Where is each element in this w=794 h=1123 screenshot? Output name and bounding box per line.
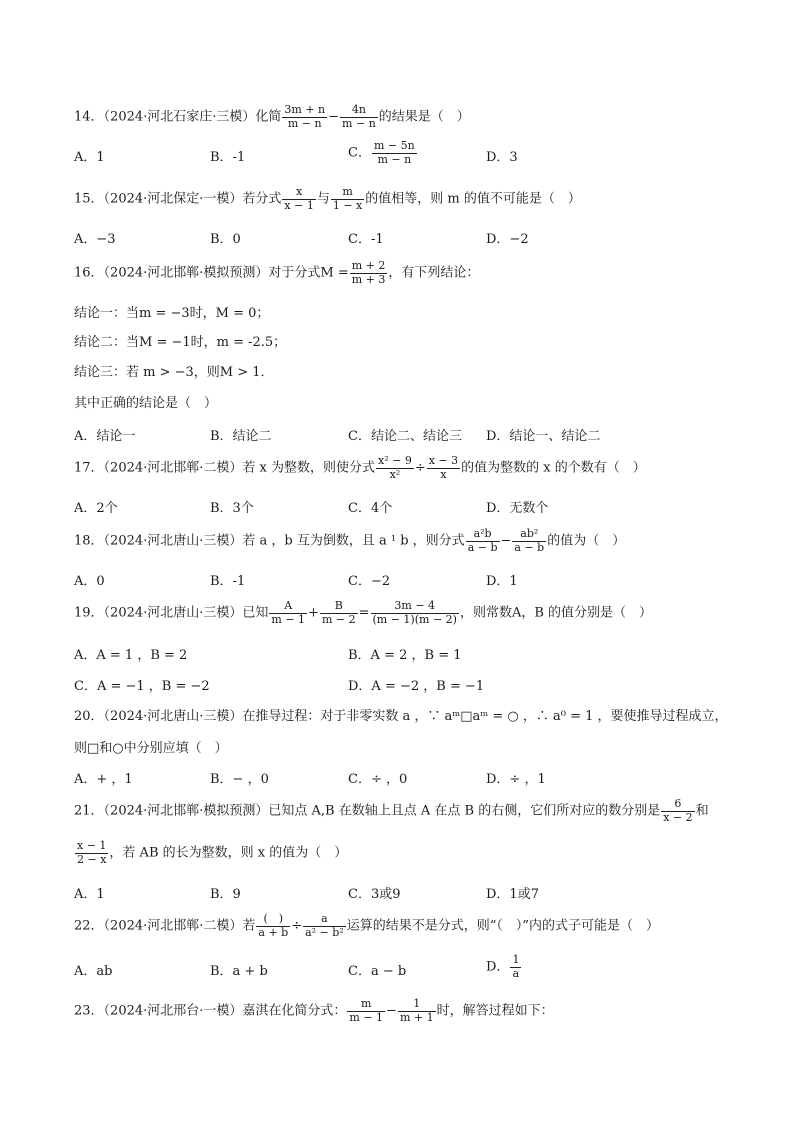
fraction: $\frac{\text{x² − 9}}{\text{x²}}$ — [378, 454, 412, 481]
question-18: 18．（2024·河北唐山·三模）若 a ，b 互为倒数，且 a ¹ b ，则分式 $\frac{\text{a²b}}{a - b}$ − $\frac{\text{ab²}}{a - b}$ 的值为（ ） — [74, 527, 626, 554]
option-b: B．0 — [210, 232, 241, 247]
option-b: B．− ，0 — [210, 772, 269, 787]
option-c: C． $\frac{m - 5n}{m - n}$ — [348, 139, 415, 166]
question-22: 22．（2024·河北邯郸·二模）若 $\frac{( )}{a + b}$ ÷ $\frac{a}{\text{a² − b²}}$ 运算的结果不是分式，则“（ ）”内的式子可能是（ ） — [74, 912, 660, 939]
fraction: $\frac{6}{x - 2}$ — [663, 797, 693, 824]
option-a: A．+ ，1 — [74, 772, 133, 787]
fraction: $\frac{A}{m - 1}$ — [271, 599, 306, 626]
fraction: $\frac{3m + n}{m - n}$ — [284, 103, 326, 130]
option-b: B．结论二 — [210, 429, 272, 444]
option-c: C．A = −1 ，B = −2 — [74, 679, 210, 694]
question-19: 19．（2024·河北唐山·三模）已知 $\frac{A}{m - 1}$ + $\frac{B}{m - 2}$ = $\frac{3m - 4}{(m - 1)(m - 2)}$ ，则常数A，B 的值分别是（ ） — [74, 599, 653, 626]
option-c: C．3或9 — [348, 887, 401, 902]
option-d: D．结论一、结论二 — [486, 429, 601, 444]
fraction: $\frac{m}{1 - x}$ — [332, 185, 363, 212]
option-c: C．a − b — [348, 964, 407, 979]
question-20-cont: 则□和○中分别应填（ ） — [74, 741, 228, 756]
fraction: $\frac{( )}{a + b}$ — [258, 912, 289, 939]
fraction: $\frac{x - 3}{x}$ — [428, 454, 459, 481]
option-d: D．无数个 — [486, 501, 549, 516]
option-a: A．2个 — [74, 501, 118, 516]
option-d: D．1或7 — [486, 887, 539, 902]
fraction: $\frac{x - 1}{2 - x}$ — [77, 839, 107, 866]
fraction: $\frac{\text{a²b}}{a - b}$ — [467, 527, 498, 554]
option-c: C．−2 — [348, 574, 391, 589]
option-a: A．1 — [74, 150, 105, 165]
fraction: $\frac{3m - 4}{(m - 1)(m - 2)}$ — [372, 599, 457, 626]
option-b: B．3个 — [210, 501, 254, 516]
fraction: $\frac{\text{ab²}}{a - b}$ — [514, 527, 545, 554]
question-23: 23．（2024·河北邢台·一模）嘉淇在化简分式： $\frac{m}{m - 1}$ − $\frac{1}{m + 1}$ 时，解答过程如下： — [74, 997, 554, 1024]
option-a: A．ab — [74, 964, 113, 979]
question-20: 20．（2024·河北唐山·三模）在推导过程：对于非零实数 a ，∵ aᵐ□aᵐ = ○ ，∴ a⁰ = 1 ，要使推导过程成立， — [74, 709, 728, 724]
option-d: D．−2 — [486, 232, 529, 247]
option-a: A．结论一 — [74, 429, 136, 444]
fraction: $\frac{m}{m - 1}$ — [349, 997, 384, 1024]
option-a: A．A = 1 ，B = 2 — [74, 648, 188, 663]
question-14: 14．（2024·河北石家庄·三模）化简 $\frac{3m + n}{m - n}$ − $\frac{4n}{m - n}$ 的结果是（ ） — [74, 103, 470, 130]
fraction: $\frac{a}{\text{a² − b²}}$ — [305, 912, 344, 939]
fraction: $\frac{m + 2}{m + 3}$ — [351, 259, 386, 286]
option-c: C．÷ ，0 — [348, 772, 408, 787]
option-a: A．−3 — [74, 232, 116, 247]
option-b: B．a + b — [210, 964, 268, 979]
conclusion-3: 结论三：若 m > −3，则M > 1． — [74, 365, 274, 380]
question-17: 17．（2024·河北邯郸·二模）若 x 为整数，则使分式 $\frac{\text{x² − 9}}{\text{x²}}$ ÷ $\frac{x - 3}{x}$ 的值为整数的 x 的个数有（ ） — [74, 454, 646, 481]
option-c: C．-1 — [348, 232, 384, 247]
option-a: A．1 — [74, 887, 105, 902]
fraction: $\frac{1}{m + 1}$ — [399, 997, 434, 1024]
option-a: A．0 — [74, 574, 105, 589]
fraction: $\frac{x}{x - 1}$ — [284, 185, 314, 212]
option-d: D．A = −2 ，B = −1 — [348, 679, 485, 694]
conclusion-1: 结论一：当m = −3时，M = 0； — [74, 306, 270, 321]
question-stem: 14．（2024·河北石家庄·三模）化简 — [74, 109, 282, 125]
option-b: B．A = 2 ，B = 1 — [348, 648, 462, 663]
fraction: $\frac{B}{m - 2}$ — [321, 599, 356, 626]
option-d: D． $\frac{1}{a}$ — [486, 953, 520, 980]
option-d: D．3 — [486, 150, 518, 165]
option-b: B．9 — [210, 887, 241, 902]
option-d: D．÷ ，1 — [486, 772, 546, 787]
option-c: C．结论二、结论三 — [348, 429, 462, 444]
question-prompt: 其中正确的结论是（ ） — [74, 396, 218, 411]
question-15: 15．（2024·河北保定·一模）若分式 $\frac{x}{x - 1}$ 与 $\frac{m}{1 - x}$ 的值相等，则 m 的值不可能是（ ） — [74, 185, 581, 212]
conclusion-2: 结论二：当M = −1时，m = -2.5； — [74, 335, 287, 350]
question-21: 21．（2024·河北邯郸·模拟预测）已知点 A,B 在数轴上且点 A 在点 B 的右侧，它们所对应的数分别是 $\frac{6}{x - 2}$ 和 — [74, 797, 709, 824]
option-c: C．4个 — [348, 501, 393, 516]
option-b: B．-1 — [210, 574, 246, 589]
fraction: $\frac{4n}{m - n}$ — [342, 103, 376, 130]
question-21-cont: $\frac{x - 1}{2 - x}$ ，若 AB 的长为整数，则 x 的值为（ ） — [77, 839, 348, 866]
option-b: B．-1 — [210, 150, 246, 165]
option-d: D．1 — [486, 574, 518, 589]
question-16: 16．（2024·河北邯郸·模拟预测）对于分式M = $\frac{m + 2}{m + 3}$ ，有下列结论： — [74, 259, 480, 286]
